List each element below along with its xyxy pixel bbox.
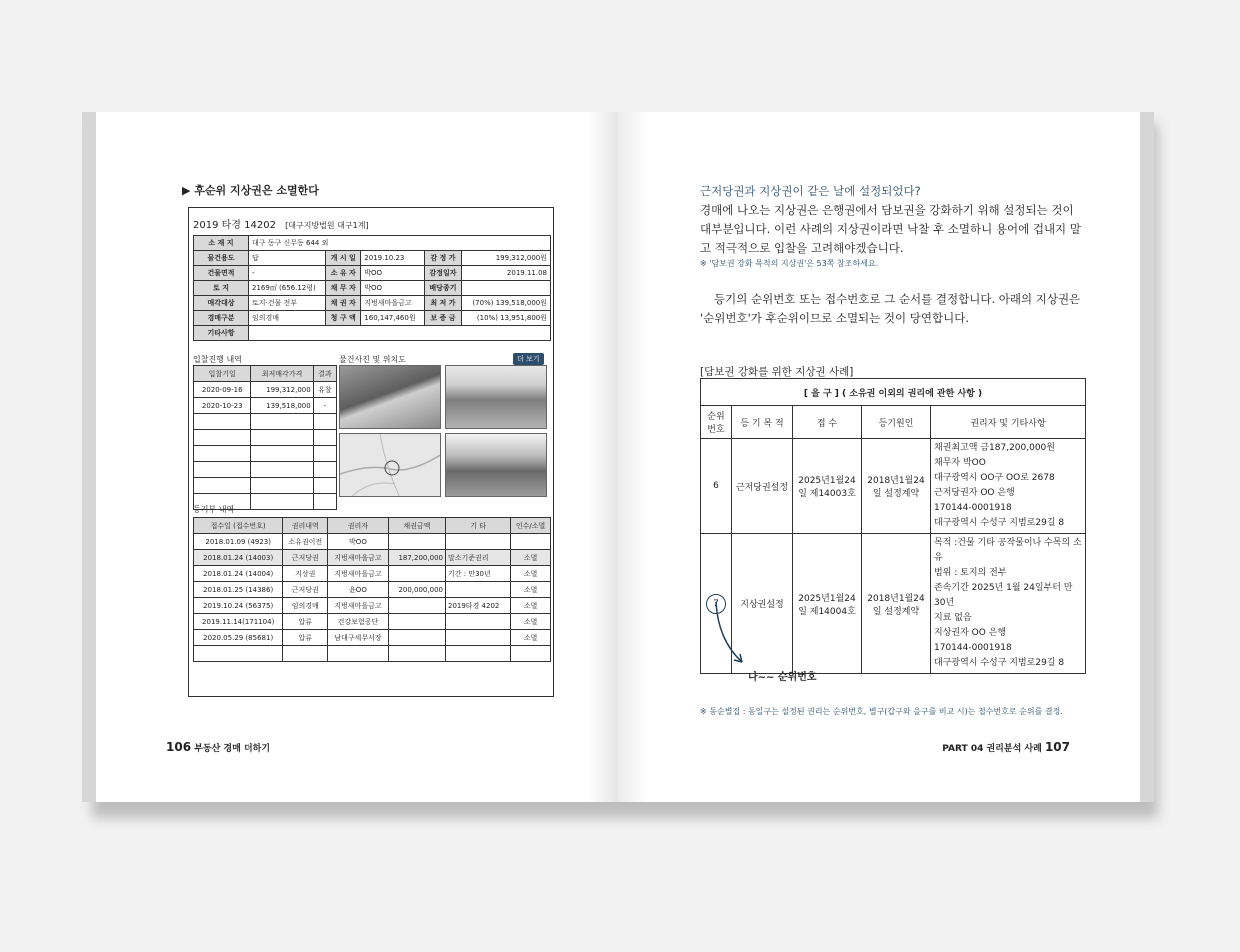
details-cell [931,439,1086,534]
right-page [618,112,1154,802]
text-line: 경매에 나오는 지상권은 은행권에서 담보권을 강화하기 위해 설정되는 것이 [700,203,1074,217]
column-header: 권리자 및 기타사항 [931,406,1086,439]
info-value: 박OO [361,266,425,281]
table-cell: 200,000,000 [388,582,445,598]
info-value: 답 [249,251,326,266]
registry-title: 등기부 내역 [193,505,235,514]
table-cell: 지벙새마을금고 [328,598,389,614]
registration-purpose: 지상권설정 [732,534,793,674]
table-cell: 2018.01.09 (4923) [194,534,283,550]
table-cell: 소멸 [511,582,551,598]
table-row [194,582,551,598]
table-row [194,382,337,398]
table-row [194,646,551,662]
info-label: 토 지 [194,281,249,296]
table-row [194,550,551,566]
info-label: 소 유 자 [326,266,361,281]
table-cell: 남대구세무서장 [328,630,389,646]
column-header: 권리내역 [283,518,328,534]
photo-section-title: 물건사진 및 위치도 [339,355,406,364]
table-cell: 소멸 [511,614,551,630]
table-cell: 압류 [283,630,328,646]
page-number: 107 [1044,740,1070,754]
table-row [701,534,1086,674]
detail-line: 170144-0001918 [934,643,1012,653]
open-book [82,112,1158,810]
table-row [194,430,337,446]
bid-history-table [193,365,337,510]
column-header: 인수/소멸 [511,518,551,534]
column-header: 접수일 (접수번호) [194,518,283,534]
auction-info-frame [188,207,554,697]
info-label: 최 저 가 [424,296,461,311]
table-cell: 139,518,000 [251,398,313,414]
gutter-shade-right [618,112,648,802]
case-number: 2019 타경 14202 [193,220,276,231]
table-cell: 임의경매 [283,598,328,614]
detail-line: 채권최고액 금187,200,000원 [934,443,1055,453]
table-header-row [194,366,337,382]
table-cell: 2019.11.14(171104) [194,614,283,630]
info-value [249,326,551,341]
column-header: 접 수 [793,406,862,439]
info-label: 매각대상 [194,296,249,311]
info-label: 물건용도 [194,251,249,266]
info-label: 소 재 지 [194,236,249,251]
info-label: 청 구 액 [326,311,361,326]
registration-cause: 2018년1월24일 설정계약 [862,439,931,534]
detail-line: 지상권자 OO 은행 [934,628,1007,638]
table-cell: 기간 : 만30년 [445,566,510,582]
paragraph-1 [700,201,1081,258]
detail-line: 170144-0001918 [934,503,1012,513]
table-cell: 지벙새마을금고 [328,550,389,566]
detail-line: 대구광역시 수성구 지범로29길 8 [934,658,1065,668]
text-line: 대부분입니다. 이런 사례의 지상권이라면 낙찰 후 소멸하니 용어에 겁내지 말 [700,222,1081,236]
table-cell: 187,200,000 [388,550,445,566]
table-row [194,446,337,462]
info-row [194,281,551,296]
rank-number-circled: 7 [706,594,726,614]
column-header: 채권금액 [388,518,445,534]
registry-table [193,517,551,662]
table-cell: 2020.05.29 (85681) [194,630,283,646]
column-header: 기 타 [445,518,510,534]
court-name: [대구지방법원 대구1계] [285,221,369,230]
info-label: 채 무 자 [326,281,361,296]
receipt-info: 2025년1월24일 제14003호 [793,439,862,534]
info-row [194,266,551,281]
property-info-table [193,235,551,341]
table-cell: - [313,398,336,414]
table-header-row [194,518,551,534]
table-cell: 지상권 [283,566,328,582]
detail-line: 채무자 박OO [934,458,986,468]
table-title: [담보권 강화를 위한 지상권 사례] [700,366,854,378]
table-cell: 2019타경 4202 [445,598,510,614]
info-label: 경매구분 [194,311,249,326]
detail-line: 목적 :건물 기타 공작물이나 수목의 소유 [934,538,1082,563]
annotation-label: 나~~ 순위번호 [748,672,817,683]
table-row [194,630,551,646]
table-cell: 소멸 [511,550,551,566]
table-cell: 2018.01.25 (14386) [194,582,283,598]
info-value: 199,312,000원 [462,251,551,266]
table-cell: 2020-10-23 [194,398,251,414]
property-photo[interactable] [339,365,441,429]
receipt-info: 2025년1월24일 제14004호 [793,534,862,674]
table-row [194,598,551,614]
more-button[interactable]: 더 보기 [513,353,544,365]
info-value: 160,147,460원 [361,311,425,326]
table-cell: 유찰 [313,382,336,398]
table-row [194,534,551,550]
table-cell: 소멸 [511,566,551,582]
table-cell: 소멸 [511,630,551,646]
table-cell: 근저당권 [283,582,328,598]
table-cell [445,614,510,630]
table-cell: 2018.01.24 (14003) [194,550,283,566]
table-row [194,414,337,430]
right-footer [942,740,1070,754]
table-row [701,439,1086,534]
info-value: 2019.10.23 [361,251,425,266]
detail-line: 근저당권자 OO 은행 [934,488,1015,498]
table-cell: 2020-09-16 [194,382,251,398]
table-cell [388,534,445,550]
table-cell: 소멸 [511,598,551,614]
case-header [193,216,369,231]
info-value: 박OO [361,281,425,296]
section-title: ▶ 후순위 지상권은 소멸한다 [182,184,319,197]
info-label: 기타사항 [194,326,249,341]
info-label: 개 시 일 [326,251,361,266]
left-footer [166,740,270,754]
table-cell: 2019.10.24 (56375) [194,598,283,614]
detail-line: 범위 : 토지의 전부 [934,568,1007,578]
info-label: 감정일자 [424,266,461,281]
bid-history-title: 입찰진행 내역 [193,355,242,364]
info-value: 2019.11.08 [462,266,551,281]
table-cell [445,630,510,646]
text-line: 등기의 순위번호 또는 접수번호로 그 순서를 결정합니다. 아래의 지상권은 [714,292,1081,306]
rank-number: 6 [701,439,732,534]
table-row [194,398,337,414]
info-label: 건물면적 [194,266,249,281]
reference-note: ※ '담보권 강화 목적의 지상권'은 53쪽 참조하세요. [700,259,879,268]
column-header: 등 기 목 적 [732,406,793,439]
table-cell: 박OO [328,534,389,550]
table-cell [388,598,445,614]
book-title: 부동산 경매 더하기 [194,744,271,754]
property-photo[interactable] [445,433,547,497]
table-cell [388,614,445,630]
table-row [194,614,551,630]
info-value: 대구 동구 신무동 644 외 [249,236,551,251]
table-cell: 근저당권 [283,550,328,566]
map-drawing [340,434,441,497]
detail-line: 지료 없음 [934,613,972,623]
table-cell: 2018.01.24 (14004) [194,566,283,582]
paragraph-2 [700,290,1080,328]
table-cell [388,566,445,582]
info-value [462,281,551,296]
table-cell [445,534,510,550]
table-cell: 말소기준권리 [445,550,510,566]
registration-purpose: 근저당권설정 [732,439,793,534]
info-value: - [249,266,326,281]
table-header-row [701,379,1086,406]
info-row [194,326,551,341]
table-row [194,566,551,582]
gutter-shade-left [588,112,618,802]
table-row [194,478,337,494]
table-cell: 199,312,000 [251,382,313,398]
table-cell: 윤OO [328,582,389,598]
info-row [194,311,551,326]
annotation-arrow-icon [712,600,752,670]
text-line: '순위번호'가 후순위이므로 소멸되는 것이 당연합니다. [700,311,969,325]
detail-line: 존속기간 2025년 1월 24일부터 만 30년 [934,583,1073,608]
column-header: 순위번호 [701,406,732,439]
part-label: PART 04 [942,744,984,754]
table-cell: 건강보험공단 [328,614,389,630]
column-header: 권리자 [328,518,389,534]
text-line: 고 적극적으로 입찰을 고려해야겠습니다. [700,241,904,255]
property-photo[interactable] [445,365,547,429]
table-row [194,462,337,478]
detail-line: 대구광역시 수성구 지범로29길 8 [934,518,1065,528]
info-value: (10%) 13,951,800원 [462,311,551,326]
info-row [194,236,551,251]
info-value: 지벙새마을금고 [361,296,425,311]
table-cell [511,534,551,550]
info-value: 2169㎡ (656.12평) [249,281,326,296]
table-cell: 소유권이전 [283,534,328,550]
table-cell [388,630,445,646]
table-cell [445,582,510,598]
info-label: 배당종기 [424,281,461,296]
registration-cause: 2018년1월24일 설정계약 [862,534,931,674]
column-header: 등기원인 [862,406,931,439]
details-cell [931,534,1086,674]
info-label: 감 정 가 [424,251,461,266]
table-cell: 압류 [283,614,328,630]
chapter-title: 권리분석 사례 [986,744,1042,754]
location-map[interactable] [339,433,441,497]
table-header: [ 을 구 ] ( 소유권 이외의 권리에 관한 사항 ) [701,379,1086,406]
section-heading: 근저당권과 지상권이 같은 날에 설정되었다? [700,184,921,198]
table-header-row [701,406,1086,439]
info-label: 채 권 자 [326,296,361,311]
page-number: 106 [166,740,192,754]
info-value: 임의경매 [249,311,326,326]
info-label: 보 증 금 [424,311,461,326]
left-page [82,112,618,802]
table-cell: 지벙새마을금고 [328,566,389,582]
info-value: (70%) 139,518,000원 [462,296,551,311]
column-header: 입찰기일 [194,366,251,382]
detail-line: 대구광역시 OO구 OO로 2678 [934,473,1055,483]
info-value: 토지·건물 전부 [249,296,326,311]
column-header: 최저매각가격 [251,366,313,382]
bottom-note: ※ 동순별접 : 동일구는 설정된 권리는 순위번호, 별구(갑구와 을구를 비교 시)는 접수번호로 순위를 결정. [700,707,1063,716]
info-row [194,251,551,266]
info-row [194,296,551,311]
registry-example-table [700,378,1086,674]
column-header: 결과 [313,366,336,382]
